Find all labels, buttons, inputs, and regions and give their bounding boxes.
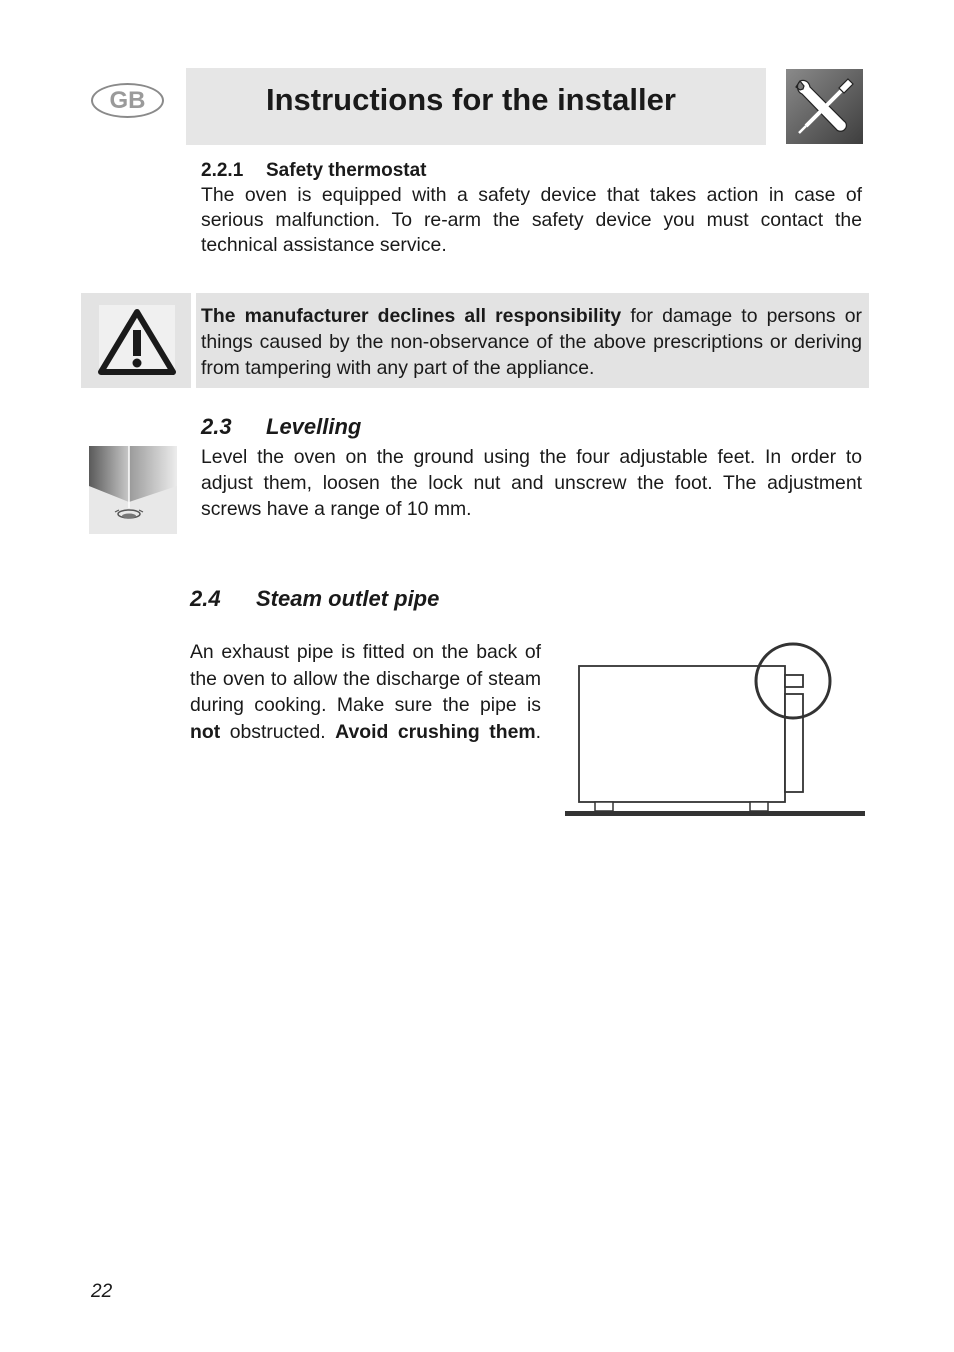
section-2-3-heading (201, 414, 361, 440)
warning-icon-box (81, 293, 191, 388)
steam-text-part1: An exhaust pipe is fitted on the back of the oven to allow the discharge of steam during cooking. Make sure the pipe is (190, 641, 541, 716)
section-title: Safety thermostat (266, 160, 427, 181)
warning-triangle-icon (81, 293, 191, 388)
tools-icon (786, 69, 863, 144)
language-badge: GB (91, 83, 164, 118)
steam-text-bold1: not (190, 720, 221, 743)
page-number: 22 (91, 1281, 113, 1302)
section-2-4-heading (190, 586, 439, 612)
page-title: Instructions for the installer (266, 82, 676, 117)
steam-text-part3: . (535, 720, 541, 743)
oven-body (579, 666, 785, 802)
warning-bold-text: The manufacturer declines all responsibility (201, 305, 622, 327)
section-2-2-1-heading (201, 160, 427, 182)
levelling-foot-icon (89, 446, 177, 534)
steam-text-part2: obstructed. (220, 720, 336, 743)
pipe-outlet (785, 675, 803, 687)
warning-body-text: for damage to persons or things caused by the non-observance of the above prescriptions or deriving from tampering with any part of the appliance. (201, 305, 862, 379)
exhaust-pipe (785, 694, 803, 792)
floor-line (565, 811, 865, 816)
levelling-text: Level the oven on the ground using the four adjustable feet. In order to adjust them, loosen the lock nut and unscrew the foot. The adjustment screws have a range of 10 mm. (201, 446, 862, 520)
steam-text-bold2: Avoid crushing them (335, 720, 536, 743)
section-title: Steam outlet pipe (256, 586, 440, 611)
section-title: Levelling (266, 414, 362, 439)
section-number: 2.4 (190, 586, 221, 611)
section-number: 2.2.1 (201, 160, 244, 181)
oven-exhaust-pipe-diagram (562, 638, 867, 820)
warning-text (201, 303, 862, 381)
oven-foot (750, 802, 768, 811)
oven-foot (595, 802, 613, 811)
steam-outlet-text (190, 639, 541, 745)
safety-thermostat-text: The oven is equipped with a safety device that takes action in case of serious malfunction. To re-arm the safety device you must contact the technical assistance service. (201, 184, 862, 256)
section-number: 2.3 (201, 414, 232, 439)
